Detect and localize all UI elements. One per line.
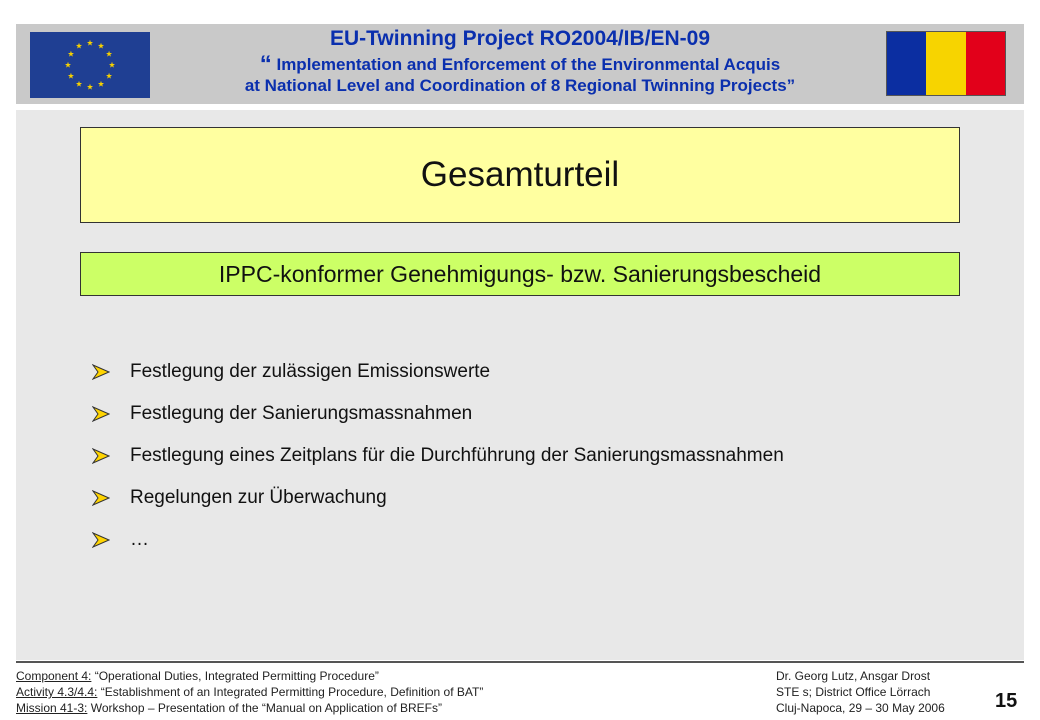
footer-component-line: Component 4: “Operational Duties, Integrated Permitting Procedure” [16, 669, 379, 683]
bullet-item [92, 526, 812, 553]
eu-star-icon [87, 84, 93, 90]
footer-left [16, 668, 483, 716]
slide-subtitle: IPPC-konformer Genehmigungs- bzw. Sanierungsbescheid [80, 252, 960, 296]
footer-office: STE s; District Office Lörrach [776, 685, 931, 699]
bullet-text: Festlegung der zulässigen Emissionswerte [130, 361, 491, 382]
project-subtitle-line1: “ Implementation and Enforcement of the Environmental Acquis [259, 51, 781, 78]
bullet-text: Festlegung der Sanierungsmassnahmen [130, 403, 473, 424]
footer-divider [16, 661, 1024, 663]
bullet-text: Festlegung eines Zeitplans für die Durchführung der Sanierungsmassnahmen [130, 445, 784, 466]
flag-stripe-blue [887, 32, 926, 95]
bullet-item [92, 358, 812, 385]
project-subtitle-line2: at National Level and Coordination of 8 Regional Twinning Projects” [244, 76, 796, 95]
bullet-text: … [130, 529, 149, 550]
eu-flag-icon [30, 32, 150, 98]
bullet-item [92, 400, 812, 427]
eu-star-icon [68, 73, 74, 79]
footer-date-place: Cluj-Napoca, 29 – 30 May 2006 [776, 701, 945, 715]
flag-stripe-yellow [926, 32, 965, 95]
arrowhead-bullet-icon [92, 364, 110, 380]
slide-title: Gesamturteil [80, 127, 960, 223]
eu-star-icon [106, 73, 112, 79]
page-number: 15 [995, 690, 1018, 712]
footer-right [776, 668, 945, 716]
arrowhead-bullet-icon [92, 448, 110, 464]
header-text [170, 28, 870, 94]
eu-star-icon [76, 43, 82, 49]
bullet-text: Regelungen zur Überwachung [130, 487, 387, 508]
eu-star-icon [76, 81, 82, 87]
arrowhead-bullet-icon [92, 490, 110, 506]
project-title: EU-Twinning Project RO2004/IB/EN-09 [329, 27, 711, 50]
eu-star-icon [87, 40, 93, 46]
eu-star-icon [98, 81, 104, 87]
footer-authors: Dr. Georg Lutz, Ansgar Drost [776, 669, 931, 683]
arrowhead-bullet-icon [92, 406, 110, 422]
bullet-item [92, 484, 812, 511]
bullet-list [92, 358, 812, 568]
eu-star-icon [65, 62, 71, 68]
romania-flag-icon [886, 31, 1006, 96]
footer-mission-line: Mission 41-3: Workshop – Presentation of the “Manual on Application of BREFs” [16, 701, 443, 715]
eu-star-icon [68, 51, 74, 57]
bullet-item [92, 442, 812, 469]
eu-star-icon [109, 62, 115, 68]
flag-stripe-red [966, 32, 1005, 95]
eu-star-icon [106, 51, 112, 57]
eu-star-icon [98, 43, 104, 49]
arrowhead-bullet-icon [92, 532, 110, 548]
footer-activity-line: Activity 4.3/4.4: “Establishment of an Integrated Permitting Procedure, Definition of BAT” [16, 685, 484, 699]
